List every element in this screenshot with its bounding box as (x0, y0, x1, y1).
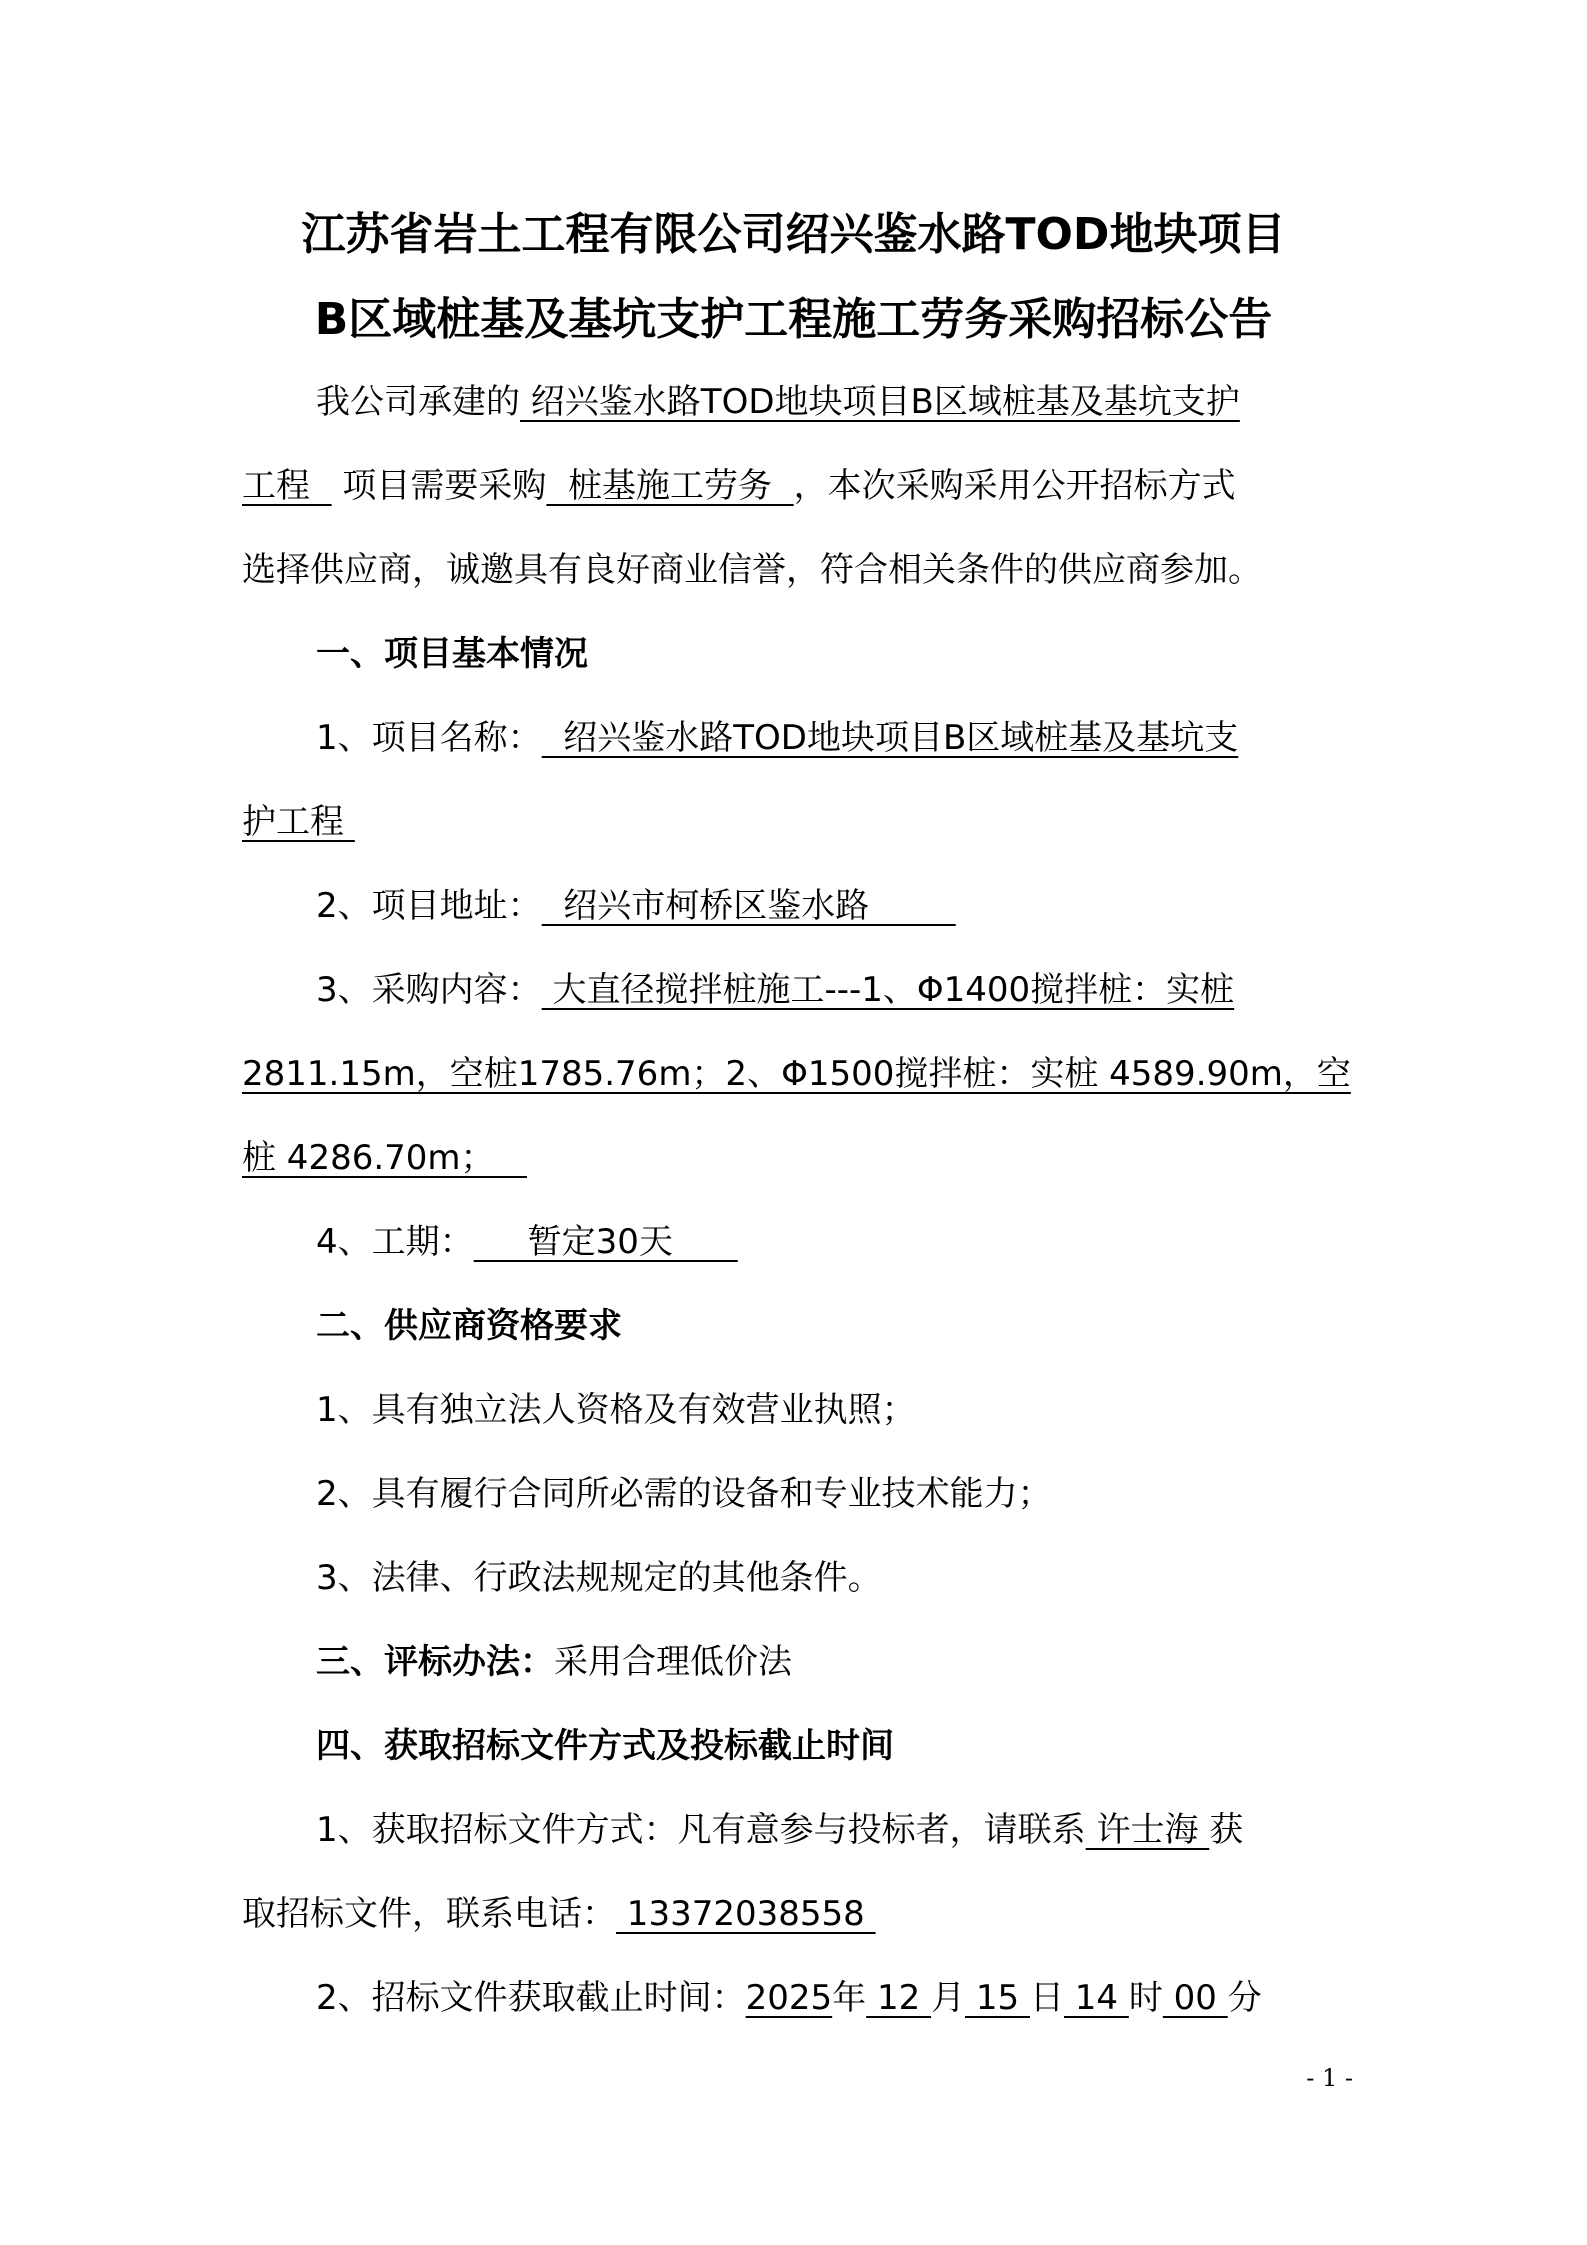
section-4-heading: 四、获取招标文件方式及投标截止时间 (316, 1726, 894, 1766)
section-1-item-3 (316, 966, 1234, 1014)
item-2-label: 2、项目地址： (316, 886, 542, 926)
document-title-line-1: 江苏省岩土工程有限公司绍兴鉴水路TOD地块项目 (301, 209, 1286, 260)
section-2-heading: 二、供应商资格要求 (316, 1306, 622, 1346)
deadline-year: 2025 (745, 1978, 833, 2018)
section-4-item-2 (316, 1974, 1262, 2022)
project-name-underlined-continued: 工程 (242, 466, 332, 506)
deadline-day: 15 (965, 1978, 1030, 2018)
contact-phone: 13372038558 (616, 1894, 876, 1934)
item-3-value-continued-2: 桩 4286.70m； (242, 1138, 527, 1178)
intro-suffix: ，本次采购采用公开招标方式 (793, 466, 1236, 506)
section-2-item-3: 3、法律、行政法规规定的其他条件。 (316, 1558, 882, 1598)
month-unit: 月 (931, 1978, 966, 2018)
section-1-item-3-continued-2 (242, 1134, 527, 1182)
item-2-prefix: 2、招标文件获取截止时间： (316, 1978, 746, 2018)
section-1-item-1 (316, 714, 1238, 762)
intro-prefix: 我公司承建的 (316, 382, 520, 422)
item-1-label: 1、项目名称： (316, 718, 542, 758)
section-2-item-2: 2、具有履行合同所必需的设备和专业技术能力； (316, 1474, 1052, 1514)
section-3-heading: 三、评标办法： (316, 1642, 554, 1682)
intro-paragraph-line-3: 选择供应商，诚邀具有良好商业信誉，符合相关条件的供应商参加。 (242, 550, 1262, 590)
section-1-item-3-continued (242, 1050, 1351, 1098)
document-title-line-2: B区域桩基及基坑支护工程施工劳务采购招标公告 (314, 294, 1273, 345)
section-3 (316, 1638, 792, 1686)
day-unit: 日 (1029, 1978, 1064, 2018)
item-1-line-2-prefix: 取招标文件，联系电话： (242, 1894, 616, 1934)
minute-unit: 分 (1227, 1978, 1262, 2018)
hour-unit: 时 (1128, 1978, 1163, 2018)
intro-mid-text: 项目需要采购 (331, 466, 547, 506)
deadline-hour: 14 (1063, 1978, 1129, 2018)
item-4-label: 4、工期： (316, 1222, 474, 1262)
item-1-suffix: 获 (1209, 1810, 1244, 1850)
page-number: - 1 - (1306, 2064, 1353, 2092)
section-3-text: 采用合理低价法 (554, 1642, 792, 1682)
procurement-item-underlined: 桩基施工劳务 (546, 466, 794, 506)
item-1-value-continued: 护工程 (242, 802, 355, 842)
section-1-item-2 (316, 882, 956, 930)
section-4-item-1-continued (242, 1890, 876, 1938)
intro-paragraph-line-2 (242, 462, 1236, 510)
item-2-value: 绍兴市柯桥区鉴水路 (541, 886, 956, 926)
project-name-underlined: 绍兴鉴水路TOD地块项目B区域桩基及基坑支护 (520, 382, 1240, 422)
item-3-label: 3、采购内容： (316, 970, 542, 1010)
section-1-item-1-continued (242, 798, 355, 846)
deadline-month: 12 (866, 1978, 932, 2018)
section-2-item-1: 1、具有独立法人资格及有效营业执照； (316, 1390, 916, 1430)
year-unit: 年 (832, 1978, 867, 2018)
intro-paragraph-line-1 (316, 378, 1240, 426)
item-1-value: 绍兴鉴水路TOD地块项目B区域桩基及基坑支 (541, 718, 1239, 758)
section-1-heading: 一、项目基本情况 (316, 634, 588, 674)
item-4-value: 暂定30天 (473, 1222, 738, 1262)
item-3-value: 大直径搅拌桩施工---1、Φ1400搅拌桩：实桩 (541, 970, 1235, 1010)
contact-name: 许士海 (1085, 1810, 1210, 1850)
item-3-value-continued: 2811.15m，空桩1785.76m；2、Φ1500搅拌桩：实桩 4589.90m，空 (242, 1054, 1351, 1094)
item-1-prefix: 1、获取招标文件方式：凡有意参与投标者，请联系 (316, 1810, 1086, 1850)
deadline-minute: 00 (1162, 1978, 1228, 2018)
section-1-item-4 (316, 1218, 738, 1266)
section-4-item-1 (316, 1806, 1243, 1854)
